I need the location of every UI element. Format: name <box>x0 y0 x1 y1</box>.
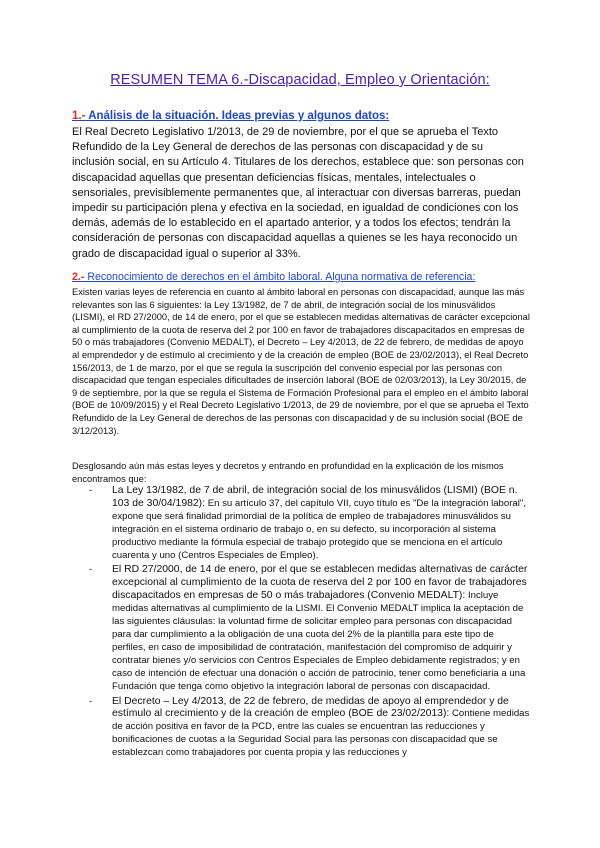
list-dash: - <box>89 695 93 707</box>
list-dash: - <box>89 485 93 496</box>
list-item-text: En su artículo 37, del capítulo VII, cuyo título es "De la integración laboral", expone que será finalidad primordial de la política de empleo de trabajadores minusválidos su integración en el sistema ordinario de trabajo o, en su defecto, su incorporación al sistema productivo mediante la fórmula especial de trabajo protegido que se menciona en el artículo cuarenta y uno (Centros Especiales de Empleo). <box>112 497 526 561</box>
section-2-body: Existen varias leyes de referencia en cuanto al ámbito laboral en personas con discapacidad, aunque las más relevantes son las 6 siguientes: la Ley 13/1982, de 7 de abril, de integración social de los minusválidos (LISMI), el RD 27/2000, de 14 de enero, por el que se establecen medidas alternativas de carácter excepcional al cumplimiento de la cuota de reserva del 2 por 100 en favor de trabajadores discapacitados en empresas de 50 o más trabajadores (Convenio MEDALT), el Decreto – Ley 4/2013, de 22 de febrero, de medidas de apoyo al emprendedor y de estímulo al crecimiento y de la creación de empleo (BOE de 23/02/2013), el Real Decreto 156/2013, de 1 de marzo, por el que se regula la suscripción del convenio especial por las personas con discapacidad que tengan especiales dificultades de inserción laboral (BOE de 02/03/2013), la Ley 30/2015, de 9 de septiembre, por la que se regula el Sistema de Formación Profesional para el empleo en el ámbito laboral (BOE de 10/09/2015) y el Real Decreto Legislativo 1/2013, de 29 de noviembre, por el que se aprueba el Texto Refundido de la Ley General de derechos de las personas con discapacidad y de su inclusión social (BOE de 3/12/2013). <box>72 287 530 436</box>
law-list <box>72 485 530 762</box>
section-2-intro: Desglosando aún más estas leyes y decretos y entrando en profundidad en la explicación de los mismos encontramos que: <box>72 461 504 484</box>
section-2-heading <box>72 271 475 283</box>
list-item-text: Incluye medidas alternativas al cumplimiento de la LISMI. El Convenio MEDALT implica la aceptación de las siguientes cláusulas: la voluntad firme de solicitar empleo para personas con discapacidad para dar cumplimiento a la obligación de una cuota del 2% de la plantilla para este tipo de perfiles, en caso de imposibilidad de contratación, manifestación del compromiso de adquirir y contratar bienes y/o servicios con Centros Especiales de Empleo debidamente registrados; y en caso de intención de efectuar una donación o acción de patrocinio, tener como beneficiaria a una Fundación que tenga como objetivo la integración laboral de personas con discapacidad. <box>112 590 526 692</box>
section-2-number: 2.- <box>72 271 85 283</box>
section-2-heading-text: Reconocimiento de derechos en el ámbito laboral. Alguna normativa de referencia: <box>84 271 476 283</box>
list-item-lead: El RD 27/2000, de 14 de enero, por el que se establecen medidas alternativas de carácter excepcional al cumplimiento de la cuota de reserva del 2 por 100 en favor de trabajadores discapacitados en empresas de 50 o más trabajadores (Convenio MEDALT): <box>112 564 528 602</box>
list-item-lead: El Decreto – Ley 4/2013, de 22 de febrero, de medidas de apoyo al emprendedor y de estímulo al crecimiento y de la creación de empleo (BOE de 23/02/2013): <box>112 695 509 720</box>
list-item-lead: La Ley 13/1982, de 7 de abril, de integración social de los minusválidos (LISMI) (BOE n. 103 de 30/04/1982): <box>112 485 518 509</box>
section-1-heading <box>72 110 389 122</box>
document-title: RESUMEN TEMA 6.-Discapacidad, Empleo y Orientación: <box>110 72 490 88</box>
list-item <box>72 485 530 562</box>
section-1-body: El Real Decreto Legislativo 1/2013, de 29 de noviembre, por el que se aprueba el Texto Refundido de la Ley General de derechos de las personas con discapacidad y de su inclusión social, en su Artículo 4. Titulares de los derechos, establece que: son personas con discapacidad aquellas que presentan deficiencias físicas, mentales, intelectuales o sensoriales, previsiblemente permanentes que, al interactuar con diversas barreras, puedan impedir su participación plena y efectiva en la sociedad, en igualdad de condiciones con los demás, además de lo establecido en el apartado anterior, y a todos los efectos; tendrán la consideración de personas con discapacidad aquellas a quienes se les haya reconocido un grado de discapacidad igual o superior al 33%. <box>72 126 524 260</box>
list-item <box>72 696 530 761</box>
list-item-text: Contiene medidas de acción positiva en favor de la PCD, entre las cuales se encuentran las reducciones y bonificaciones de cuotas a la Seguridad Social para las personas con discapacidad que se establezcan como trabajadores por cuenta propia y las reducciones y <box>112 708 530 759</box>
list-item <box>72 564 530 693</box>
list-dash: - <box>89 564 93 576</box>
section-1-number: 1.- <box>72 110 86 122</box>
section-1-heading-text: Análisis de la situación. Ideas previas y algunos datos: <box>85 110 390 122</box>
